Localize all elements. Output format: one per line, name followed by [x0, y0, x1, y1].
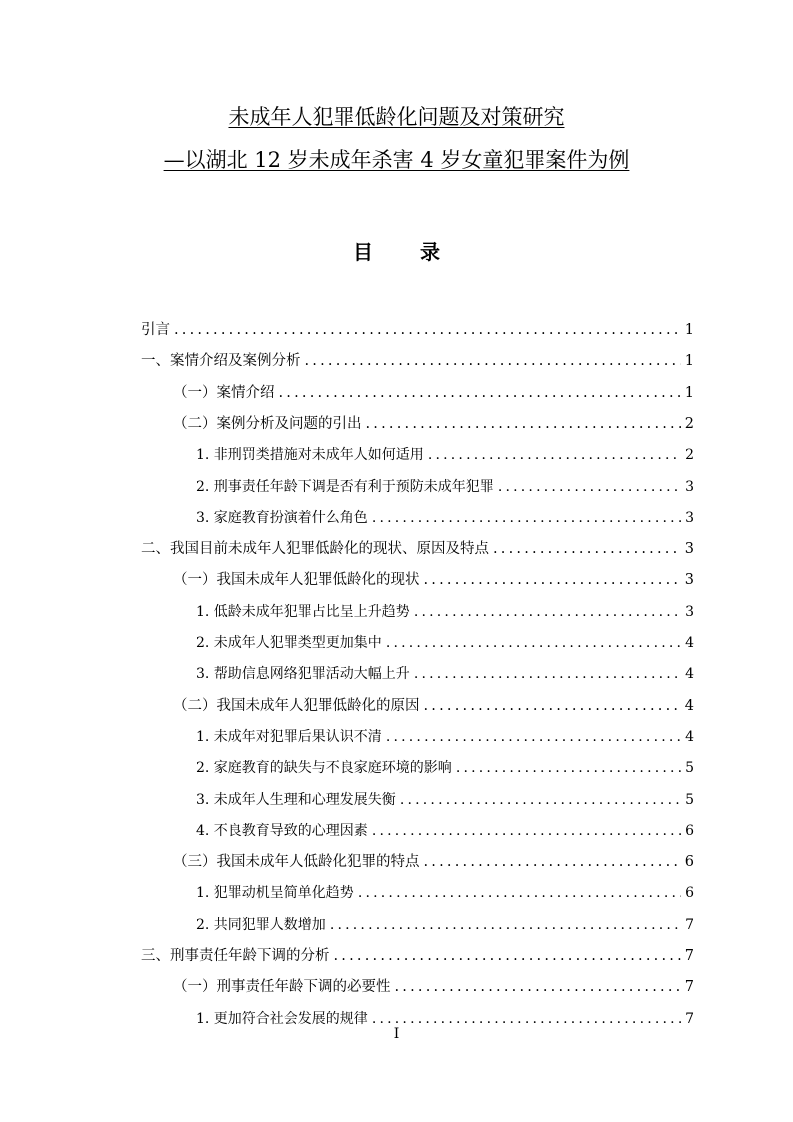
toc-dot-leader — [334, 944, 681, 968]
toc-entry-text: 2. 家庭教育的缺失与不良家庭环境的影响 — [196, 760, 452, 776]
toc-entry-text: 3. 未成年人生理和心理发展失衡 — [196, 792, 396, 808]
toc-entry[interactable] — [196, 819, 694, 843]
toc-entry-text: 2. 共同犯罪人数增加 — [196, 917, 326, 933]
toc-entry-text: （一）我国未成年人犯罪低龄化的现状 — [173, 572, 420, 588]
toc-entry-text: 二、我国目前未成年人犯罪低龄化的现状、原因及特点 — [141, 541, 489, 557]
toc-entry-text: 1. 未成年对犯罪后果认识不清 — [196, 729, 382, 745]
toc-dot-leader — [372, 506, 681, 530]
toc-entry-text: 1. 更加符合社会发展的规律 — [196, 1011, 368, 1027]
toc-entry-text: 一、案情介绍及案例分析 — [141, 353, 301, 369]
toc-dot-leader — [414, 600, 681, 624]
document-subtitle-text: —以湖北 12 岁未成年杀害 4 岁女童犯罪案件为例 — [163, 148, 630, 172]
toc-entry[interactable] — [196, 443, 694, 467]
toc-entry[interactable] — [196, 506, 694, 530]
toc-entry[interactable] — [141, 537, 694, 561]
toc-entry-text: 2. 未成年人犯罪类型更加集中 — [196, 635, 382, 651]
toc-dot-leader — [330, 913, 681, 937]
toc-entry-text: （三）我国未成年人低龄化犯罪的特点 — [173, 854, 420, 870]
toc-entry[interactable] — [196, 662, 694, 686]
toc-entry[interactable] — [173, 694, 694, 718]
toc-dot-leader — [358, 881, 681, 905]
toc-dot-leader — [400, 788, 681, 812]
toc-entry[interactable] — [196, 475, 694, 499]
toc-dot-leader — [493, 537, 681, 561]
toc-page-number: 6 — [685, 885, 694, 901]
toc-entry[interactable] — [196, 600, 694, 624]
toc-page-number: 1 — [684, 385, 694, 401]
toc-page-number: 7 — [685, 1011, 694, 1027]
toc-entry[interactable] — [173, 975, 694, 999]
toc-page-number: 4 — [685, 729, 694, 745]
toc-dot-leader — [428, 443, 681, 467]
toc-entry[interactable] — [196, 756, 694, 780]
toc-dot-leader — [305, 349, 681, 373]
toc-dot-leader — [498, 475, 681, 499]
toc-dot-leader — [386, 725, 681, 749]
toc-dot-leader — [395, 975, 681, 999]
toc-page-number: 3 — [685, 510, 694, 526]
toc-page-number: 6 — [685, 823, 694, 839]
toc-entry[interactable] — [196, 788, 694, 812]
page-number: I — [393, 1026, 400, 1042]
toc-dot-leader — [366, 412, 681, 436]
toc-entry[interactable] — [196, 631, 694, 655]
toc-entry-text: 1. 犯罪动机呈简单化趋势 — [196, 885, 354, 901]
toc-page-number: 2 — [685, 447, 694, 463]
toc-page-number: 3 — [685, 479, 694, 495]
toc-entry[interactable] — [196, 725, 694, 749]
document-title-text: 未成年人犯罪低龄化问题及对策研究 — [228, 105, 565, 129]
document-subtitle — [0, 146, 793, 174]
toc-dot-leader — [386, 631, 681, 655]
toc-entry[interactable] — [173, 850, 694, 874]
toc-dot-leader — [279, 381, 681, 405]
toc-entry[interactable] — [173, 568, 694, 592]
toc-page-number: 3 — [684, 541, 694, 557]
toc-entry[interactable] — [141, 944, 694, 968]
toc-entry[interactable] — [173, 412, 694, 436]
toc-heading-text: 目 录 — [353, 240, 460, 264]
toc-dot-leader — [424, 850, 681, 874]
toc-dot-leader — [424, 694, 681, 718]
toc-dot-leader — [456, 756, 681, 780]
toc-entry[interactable] — [141, 318, 694, 342]
toc-page-number: 1 — [684, 322, 694, 338]
toc-page-number: 1 — [684, 353, 694, 369]
toc-entry[interactable] — [141, 349, 694, 373]
toc-page-number: 7 — [684, 979, 694, 995]
toc-entry-text: 4. 不良教育导致的心理因素 — [196, 823, 368, 839]
toc-page-number: 7 — [685, 917, 694, 933]
toc-page-number: 5 — [685, 792, 694, 808]
toc-dot-leader — [414, 662, 681, 686]
toc-page-number: 3 — [685, 604, 694, 620]
toc-entry-text: 1. 低龄未成年犯罪占比呈上升趋势 — [196, 604, 410, 620]
toc-heading — [0, 238, 793, 266]
toc-entry[interactable] — [196, 913, 694, 937]
toc-entry-text: 三、刑事责任年龄下调的分析 — [141, 948, 330, 964]
document-title — [0, 103, 793, 131]
toc-page-number: 6 — [684, 854, 694, 870]
toc-entry-text: 2. 刑事责任年龄下调是否有利于预防未成年犯罪 — [196, 479, 494, 495]
toc-entry-text: 3. 家庭教育扮演着什么角色 — [196, 510, 368, 526]
toc-page-number: 3 — [684, 572, 694, 588]
toc-page-number: 4 — [684, 698, 694, 714]
toc-entry-text: 引言 — [141, 322, 170, 338]
toc-page-number: 7 — [684, 948, 694, 964]
toc-entry-text: （二）案例分析及问题的引出 — [173, 416, 362, 432]
toc-entry[interactable] — [196, 881, 694, 905]
toc-entry-text: （一）刑事责任年龄下调的必要性 — [173, 979, 391, 995]
toc-entry-text: （一）案情介绍 — [173, 385, 275, 401]
toc-dot-leader — [372, 819, 681, 843]
toc-entry-text: 1. 非刑罚类措施对未成年人如何适用 — [196, 447, 424, 463]
toc-entry-text: （二）我国未成年人犯罪低龄化的原因 — [173, 698, 420, 714]
toc-page-number: 4 — [685, 635, 694, 651]
toc-dot-leader — [424, 568, 681, 592]
toc-entry[interactable] — [173, 381, 694, 405]
toc-dot-leader — [174, 318, 681, 342]
toc-page-number: 5 — [685, 760, 694, 776]
toc-entry-text: 3. 帮助信息网络犯罪活动大幅上升 — [196, 666, 410, 682]
toc-page-number: 2 — [684, 416, 694, 432]
toc-page-number: 4 — [685, 666, 694, 682]
